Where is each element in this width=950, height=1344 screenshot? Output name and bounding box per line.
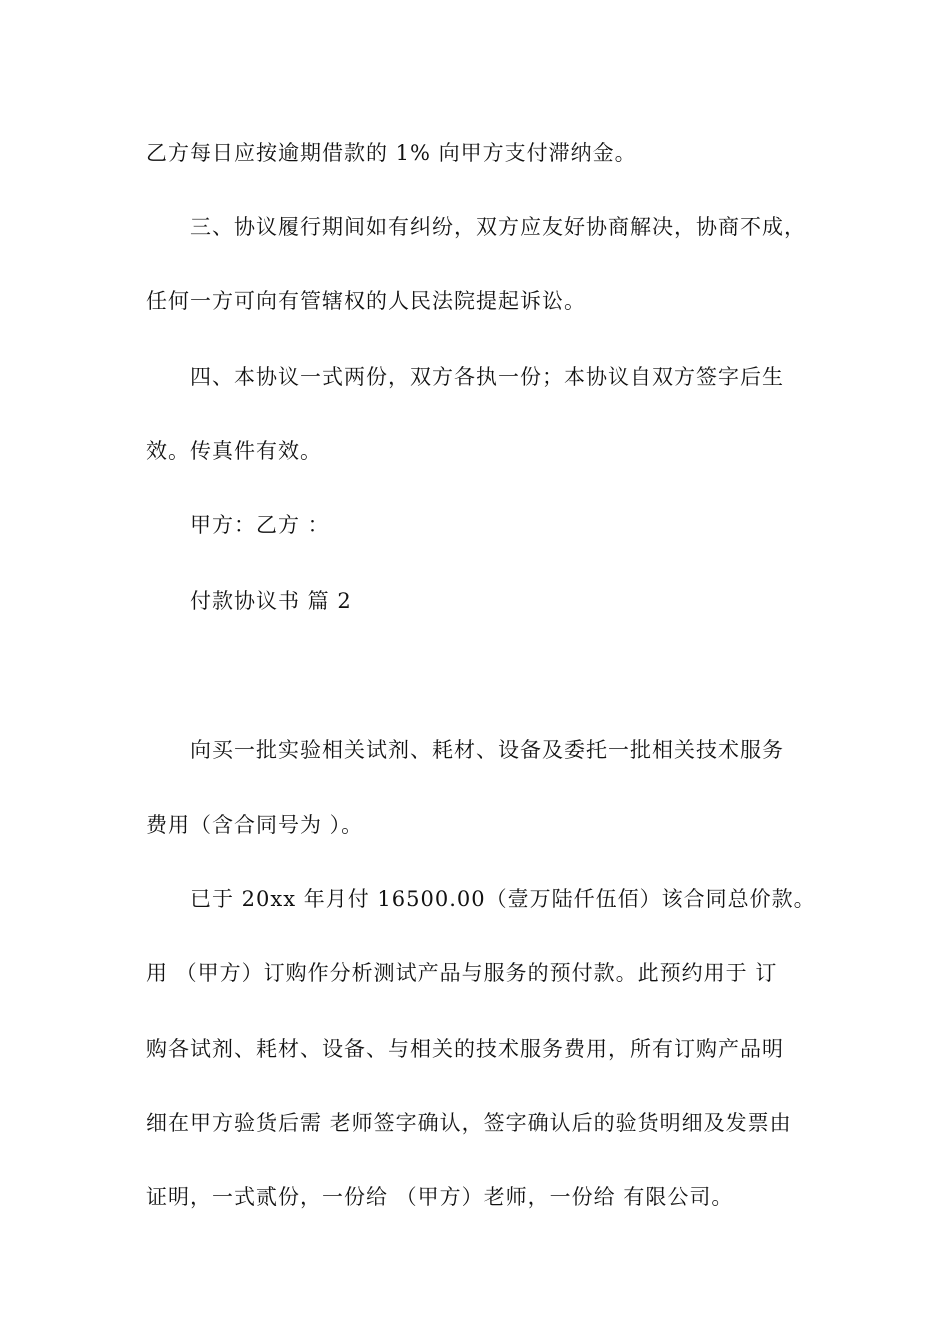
paragraph-line-purchase: 向买一批实验相关试剂、耗材、设备及委托一批相关技术服务 bbox=[190, 738, 784, 762]
paragraph-line-copies-distribution: 证明，一式贰份，一份给 （甲方）老师，一份给 有限公司。 bbox=[146, 1185, 734, 1209]
paragraph-line-fax-valid: 效。传真件有效。 bbox=[146, 439, 322, 463]
paragraph-line-copies: 四、本协议一式两份，双方各执一份；本协议自双方签字后生 bbox=[190, 365, 784, 389]
paragraph-line-dispute: 三、协议履行期间如有纠纷，双方应友好协商解决，协商不成， bbox=[190, 215, 806, 239]
paragraph-line-order-items: 购各试剂、耗材、设备、与相关的技术服务费用，所有订购产品明 bbox=[146, 1037, 784, 1061]
paragraph-line-prepayment: 用 （甲方）订购作分析测试产品与服务的预付款。此预约用于 订 bbox=[146, 961, 778, 985]
paragraph-line-inspection: 细在甲方验货后需 老师签字确认，签字确认后的验货明细及发票由 bbox=[146, 1111, 792, 1135]
paragraph-line-paid-amount: 已于 20xx 年月付 16500.00（壹万陆仟伍佰）该合同总价款。 bbox=[190, 887, 816, 911]
signature-parties-line: 甲方：乙方 ： bbox=[190, 513, 330, 537]
paragraph-line-court: 任何一方可向有管辖权的人民法院提起诉讼。 bbox=[146, 289, 586, 313]
paragraph-line-late-fee: 乙方每日应按逾期借款的 1% 向甲方支付滞纳金。 bbox=[146, 141, 637, 165]
section-heading: 付款协议书 篇 2 bbox=[190, 589, 352, 613]
paragraph-line-contract-no: 费用（含合同号为 ）。 bbox=[146, 813, 364, 837]
